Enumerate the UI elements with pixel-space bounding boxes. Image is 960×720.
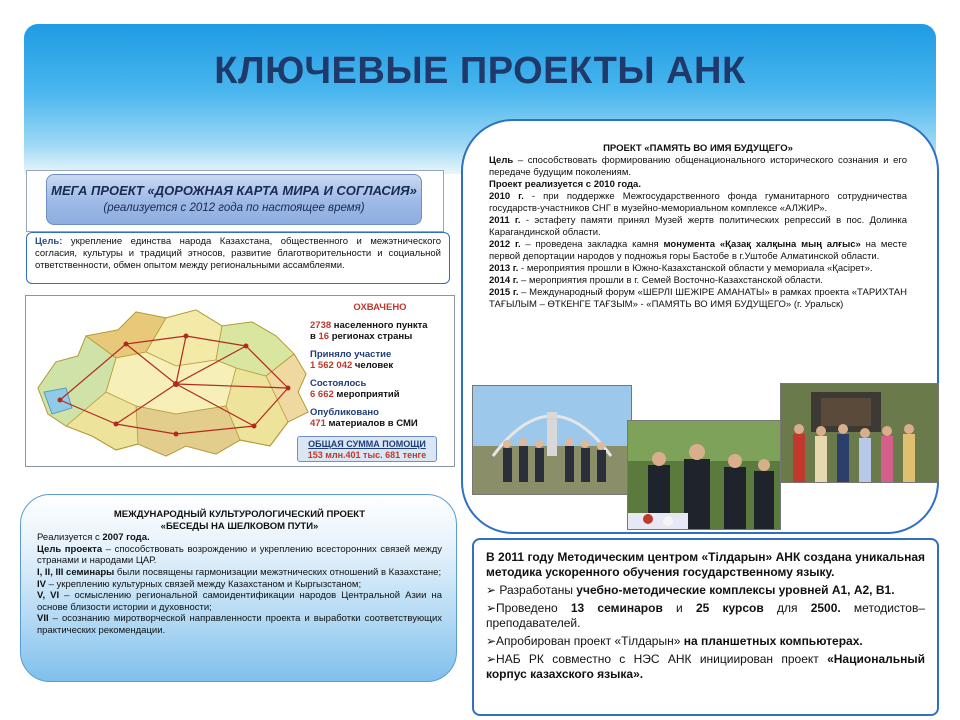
method-intro: В 2011 году Методическим центром «Тілдарын» АНК создана уникальная методика ускоренного обучения государственному языку. bbox=[486, 550, 925, 579]
total-aid-box bbox=[297, 436, 437, 462]
methodology-panel bbox=[472, 538, 939, 716]
memory-2013: 2013 г. - мероприятия прошли в Южно-Казахстанской области у мемориала «Қасірет». bbox=[489, 263, 873, 274]
memorial-photo-1 bbox=[472, 385, 632, 495]
memory-2012: 2012 г. – проведена закладка камня монумента «Қазақ халқына мың алғыс» на месте первой депортации народов у подножья горы Бастобе в г.Уштобе Алматинской области. bbox=[489, 239, 908, 262]
covered-heading: ОХВАЧЕНО bbox=[353, 302, 407, 313]
silk-road-title-1: МЕЖДУНАРОДНЫЙ КУЛЬТУРОЛОГИЧЕСКИЙ ПРОЕКТ bbox=[113, 509, 366, 520]
events-stat: Состоялось 6 662 мероприятий bbox=[310, 378, 400, 400]
memory-2011: 2011 г. - эстафету памяти принял Музей жертв политических репрессий в пос. Долинка Карагандинской области. bbox=[489, 215, 907, 238]
memory-2014: 2014 г. – мероприятия прошли в г. Семей Восточно-Казахстанской области. bbox=[489, 275, 823, 286]
mega-project-title: МЕГА ПРОЕКТ «ДОРОЖНАЯ КАРТА МИРА И СОГЛАСИЯ» bbox=[51, 183, 417, 198]
memory-2015: 2015 г. – Международный форум «ШЕРЛІ ШЕЖІРЕ АМАНАТЫ» в рамках проекта «ТАРИХТАН ТАҒЫЛЫМ – ӨТКЕНГЕ ТАҒЗЫМ» - «ПАМЯТЬ ВО ИМЯ БУДУЩЕГО» (г. Уральск) bbox=[489, 287, 907, 310]
goal-label: Цель: bbox=[35, 236, 63, 247]
memory-since: Проект реализуется с 2010 года. bbox=[489, 179, 641, 190]
silk-road-seminars-1: I, II, III семинары были посвящены гармонизации межэтнических отношений в Казахстане; bbox=[37, 566, 442, 578]
participants-stat: Приняло участие 1 562 042 человек bbox=[310, 349, 394, 371]
memory-project-title: ПРОЕКТ «ПАМЯТЬ ВО ИМЯ БУДУЩЕГО» bbox=[603, 143, 793, 154]
silk-road-title-2: «БЕСЕДЫ НА ШЕЛКОВОМ ПУТИ» bbox=[160, 520, 319, 532]
goal-text: укрепление единства народа Казахстана, общественного и межэтнического согласия, культуры и традиций этносов, развитие благотворительности и социальной ответственности, обмен опытом между региональными ассамблеями. bbox=[35, 236, 441, 271]
silk-road-seminars-4: VII – осознанию миротворческой направленности проекта и выработки соответствующих практических рекомендации. bbox=[37, 613, 442, 636]
silk-road-since: Реализуется с 2007 года. bbox=[37, 532, 150, 544]
total-aid-value: 153 млн.401 тыс. 681 тенге bbox=[307, 450, 427, 460]
mega-project-banner bbox=[46, 174, 422, 225]
total-aid-label: ОБЩАЯ СУММА ПОМОЩИ bbox=[308, 439, 426, 449]
memory-2010: 2010 г. - при поддержке Межгосударственного фонда гуманитарного сотрудничества государств-участников СНГ в музейно-мемориальном комплексе «АЛЖИР». bbox=[489, 191, 907, 214]
silk-road-seminars-2: IV – укреплению культурных связей между Казахстаном и Кыргызстаном; bbox=[37, 578, 362, 590]
method-corpus: ➢НАБ РК совместно с НЭС АНК инициирован проект «Национальный корпус казахского языка». bbox=[486, 652, 925, 681]
memorial-photo-2 bbox=[627, 420, 781, 530]
method-tablets: ➢Апробирован проект «Тілдарын» на планшетных компьютерах. bbox=[486, 634, 863, 648]
silk-road-seminars-3: V, VI – осмыслению региональной самоидентификации народов Центральной Азии на основе близости истории и духовности; bbox=[37, 590, 442, 613]
silk-road-goal: Цель проекта – способствовать возрождению и укреплению всесторонних связей между странами и народами ЦАР. bbox=[37, 543, 443, 567]
mega-project-period: (реализуется с 2012 года по настоящее время) bbox=[103, 202, 365, 214]
method-complexes: ➢ Разработаны учебно-методические комплексы уровней А1, А2, В1. bbox=[486, 583, 895, 597]
mega-project-goal bbox=[26, 232, 450, 284]
page-title: КЛЮЧЕВЫЕ ПРОЕКТЫ АНК bbox=[214, 50, 746, 92]
silk-road-project-panel bbox=[20, 494, 457, 682]
memory-goal: Цель – способствовать формированию общенационального исторического сознания и его передаче будущим поколениям. bbox=[489, 155, 907, 178]
method-seminars: ➢Проведено 13 семинаров и 25 курсов для 2500. методистов–преподавателей. bbox=[486, 601, 926, 630]
media-stat: Опубликовано 471 материалов в СМИ bbox=[310, 407, 418, 429]
map-statistics bbox=[310, 302, 450, 436]
settlements-stat: 2738 населенного пункта в 16 регионах страны bbox=[310, 320, 428, 342]
memorial-photo-3 bbox=[780, 383, 939, 483]
